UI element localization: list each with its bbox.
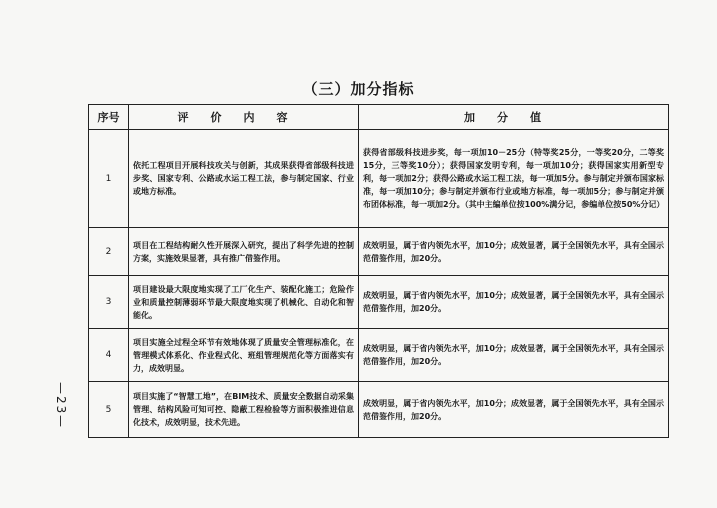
- table-row: [89, 276, 669, 329]
- header-content: 评价内容: [129, 105, 359, 130]
- row-content: 项目建设最大限度地实现了工厂化生产、装配化施工；危险作业和质量控制薄弱环节最大限度地实现了机械化、自动化和智能化。: [129, 276, 359, 329]
- page-number: [54, 382, 68, 429]
- row-seq: 1: [89, 130, 129, 228]
- row-content: 依托工程项目开展科技攻关与创新，其成果获得省部级科技进步奖、国家专利、公路或水运工程工法，参与制定国家、行业或地方标准。: [129, 130, 359, 228]
- scoring-table: [88, 104, 669, 438]
- page-title: （三）加分指标: [302, 80, 415, 98]
- row-content: 项目实施了“智慧工地”，在BIM技术、质量安全数据自动采集管理、结构风险可知可控、隐蔽工程检验等方面积极推进信息化技术，成效明显，技术先进。: [129, 382, 359, 438]
- row-content: 项目实施全过程全环节有效地体现了质量安全管理标准化，在管理模式体系化、作业程式化、班组管理规范化等方面落实有力，成效明显。: [129, 329, 359, 382]
- table-row: [89, 382, 669, 438]
- row-seq: 4: [89, 329, 129, 382]
- row-value: 成效明显，属于省内领先水平，加10分；成效显著，属于全国领先水平，具有全国示范借鉴作用，加20分。: [359, 276, 669, 329]
- table-row: [89, 130, 669, 228]
- table-header-row: [89, 105, 669, 130]
- header-seq: 序号: [89, 105, 129, 130]
- row-value: 成效明显，属于省内领先水平，加10分；成效显著，属于全国领先水平，具有全国示范借鉴作用，加20分。: [359, 329, 669, 382]
- row-seq: 3: [89, 276, 129, 329]
- row-value: 成效明显，属于省内领先水平，加10分；成效显著，属于全国领先水平，具有全国示范借鉴作用，加20分。: [359, 228, 669, 276]
- table-row: [89, 329, 669, 382]
- header-value: 加分值: [359, 105, 669, 130]
- page-number-text: 23: [54, 396, 68, 416]
- row-seq: 5: [89, 382, 129, 438]
- row-value: 获得省部级科技进步奖，每一项加10－25分（特等奖25分，一等奖20分，二等奖15分，三等奖10分）；获得国家发明专利，每一项加10分；获得国家实用新型专利，每一项加2分；获得公路或水运工程工法，每一项加5分。参与制定并颁布国家标准，每一项加10分；参与制定并颁布行业或地方标准，每一项加5分；参与制定并颁布团体标准，每一项加2分。（其中主编单位按100%满分记，参编单位按50%分记）: [359, 130, 669, 228]
- row-content: 项目在工程结构耐久性开展深入研究，提出了科学先进的控制方案，实施效果显著，具有推广借鉴作用。: [129, 228, 359, 276]
- row-value: 成效明显，属于省内领先水平，加10分；成效显著，属于全国领先水平，具有全国示范借鉴作用，加20分。: [359, 382, 669, 438]
- table-row: [89, 228, 669, 276]
- row-seq: 2: [89, 228, 129, 276]
